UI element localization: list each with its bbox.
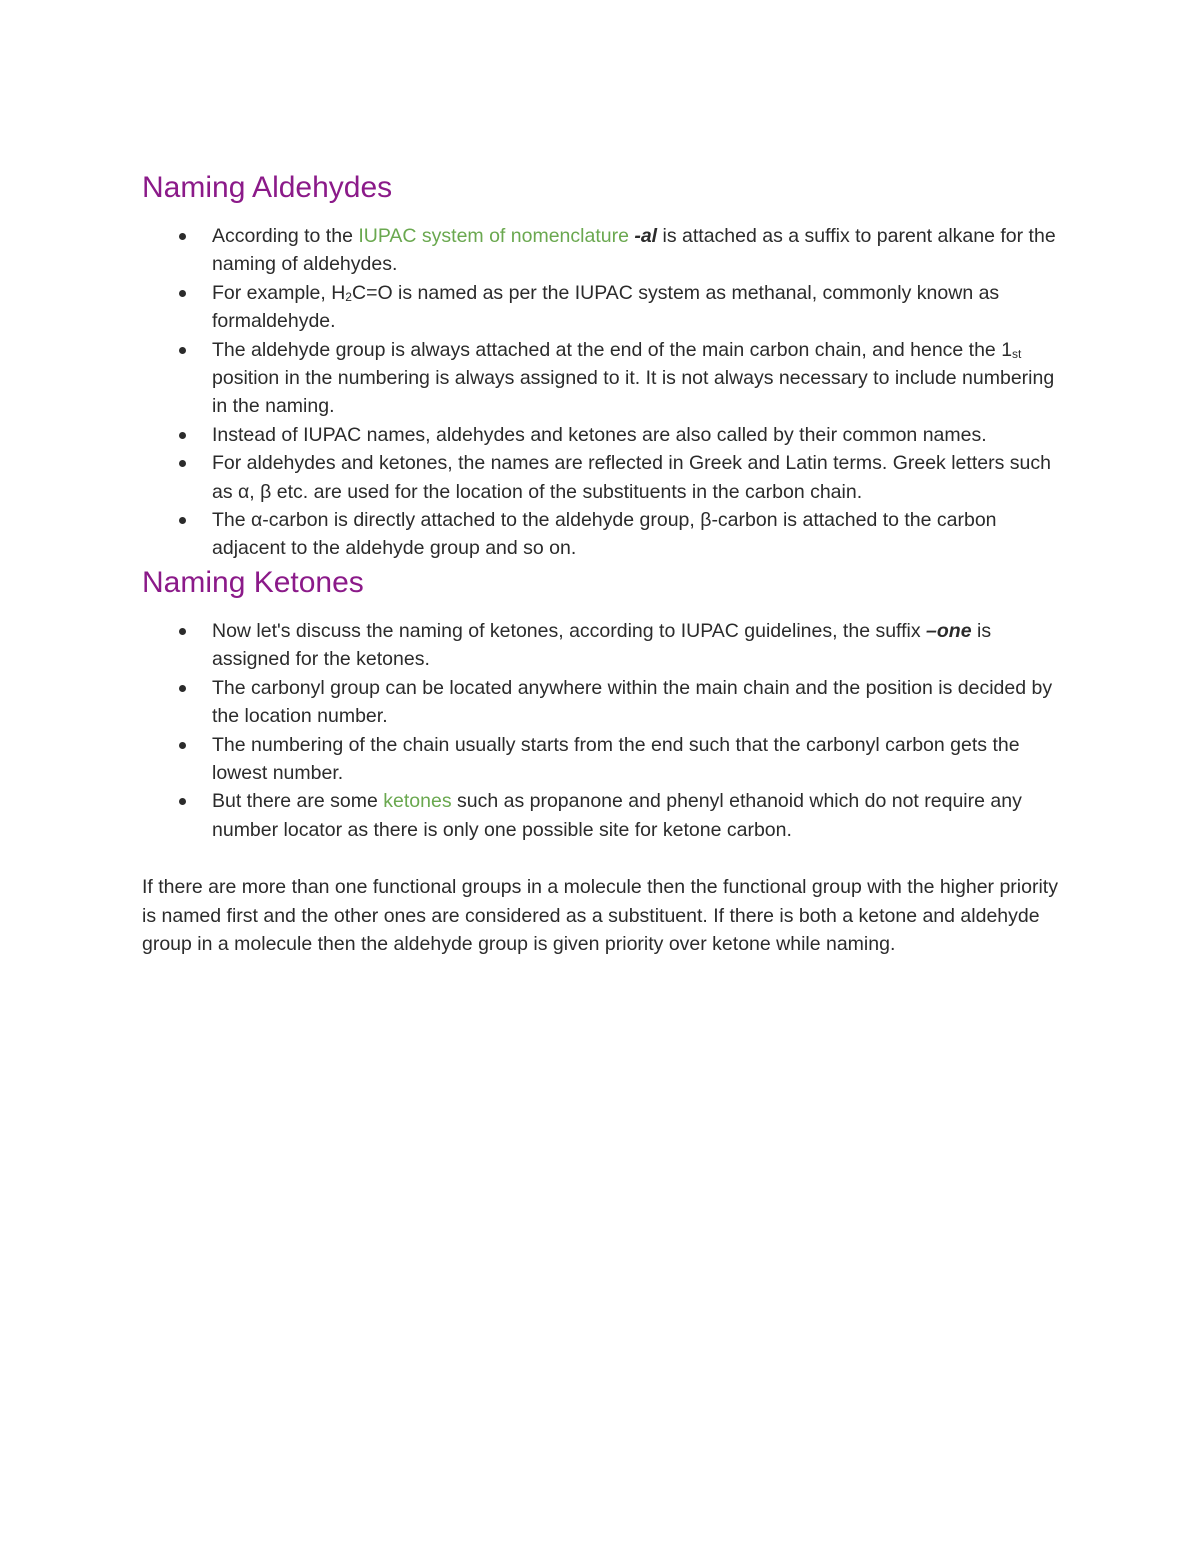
list-item: The aldehyde group is always attached at the end of the main carbon chain, and hence the 1st position in the numbering is always assigned to it. It is not always necessary to include numbering in the naming. [142,336,1072,421]
bullet-icon [179,460,186,467]
subscript: 2 [345,289,352,304]
list-item: But there are some ketones such as propanone and phenyl ethanoid which do not require any number locator as there is only one possible site for ketone carbon. [142,787,1072,844]
aldehydes-bullet-list [142,222,1072,563]
superscript: st [1012,346,1022,361]
bullet-icon [179,798,186,805]
bullet-icon [179,517,186,524]
bullet-icon [179,290,186,297]
closing-paragraph: If there are more than one functional groups in a molecule then the functional group with the higher priority is named first and the other ones are considered as a substituent. If there is both a ketone and aldehyde group in a molecule then the aldehyde group is given priority over ketone while naming. [142,876,1058,955]
list-item: The numbering of the chain usually starts from the end such that the carbonyl carbon gets the lowest number. [142,731,1072,788]
bullet-icon [179,742,186,749]
suffix-one: –one [926,619,972,642]
list-item: The α-carbon is directly attached to the aldehyde group, β-carbon is attached to the carbon adjacent to the aldehyde group and so on. [142,506,1072,563]
list-item: According to the IUPAC system of nomenclature -al is attached as a suffix to parent alkane for the naming of aldehydes. [142,222,1072,279]
heading-naming-ketones: Naming Ketones [142,565,364,599]
link-iupac-nomenclature[interactable]: IUPAC system of nomenclature [358,225,629,247]
document-page [142,168,1072,958]
suffix-al: -al [634,225,658,247]
list-item: Now let's discuss the naming of ketones, according to IUPAC guidelines, the suffix –one is assigned for the ketones. [142,617,1072,674]
list-item: For example, $H_2C=O$ is named as per the IUPAC system as methanal, commonly known as formaldehyde. [142,279,1072,336]
heading-naming-aldehydes: Naming Aldehydes [142,171,393,204]
bullet-icon [179,628,186,635]
list-item: The carbonyl group can be located anywhere within the main chain and the position is decided by the location number. [142,674,1072,731]
list-item: For aldehydes and ketones, the names are reflected in Greek and Latin terms. Greek letters such as α, β etc. are used for the location of the substituents in the carbon chain. [142,449,1072,506]
bullet-icon [179,685,186,692]
bullet-icon [179,233,186,240]
list-item: Instead of IUPAC names, aldehydes and ketones are also called by their common names. [142,421,1072,449]
link-ketones[interactable]: ketones [383,790,452,813]
ketones-bullet-list [142,617,1072,844]
bullet-icon [179,432,186,439]
bullet-icon [179,347,186,354]
